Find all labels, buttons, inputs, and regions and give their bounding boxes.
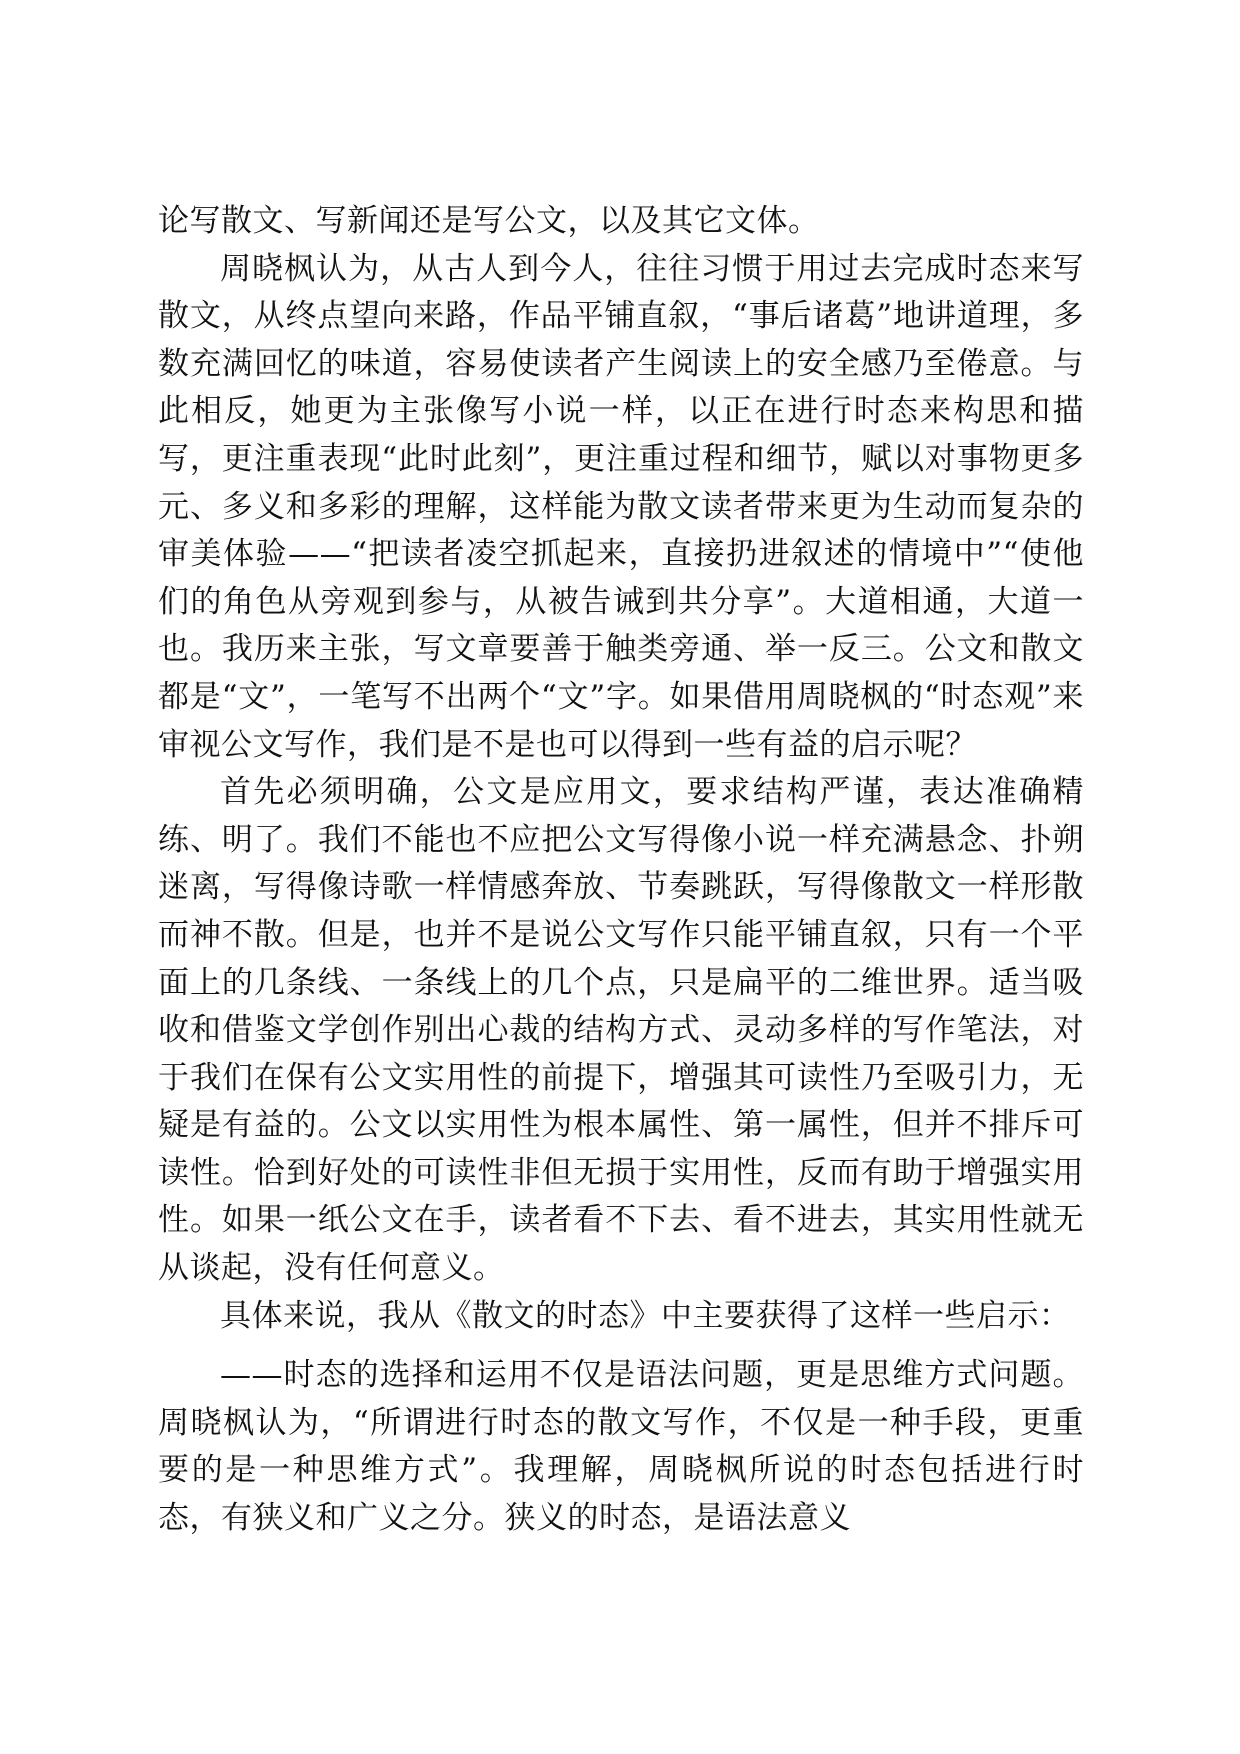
paragraph-continued: 论写散文、写新闻还是写公文，以及其它文体。 [158,203,820,239]
paragraph-tense-thinking: ——时态的选择和运用不仅是语法问题，更是思维方式问题。周晓枫认为，“所谓进行时态的散文写作，不仅是一种手段，更重要的是一种思维方式”。我理解，周晓枫所说的时态包括进行时态，有狭义和广义之分。狭义的时态，是语法意义 [158,1357,1084,1537]
paragraph-tense-view: 周晓枫认为，从古人到今人，往往习惯于用过去完成时态来写散文，从终点望向来路，作品平铺直叙，“事后诸葛”地讲道理，多数充满回忆的味道，容易使读者产生阅读上的安全感乃至倦意。与此相反，她更为主张像写小说一样，以正在进行时态来构思和描写，更注重表现“此时此刻”，更注重过程和细节，赋以对事物更多元、多义和多彩的理解，这样能为散文读者带来更为生动而复杂的审美体验——“把读者凌空抓起来，直接扔进叙述的情境中”“使他们的角色从旁观到参与，从被告诫到共分享”。大道相通，大道一也。我历来主张，写文章要善于触类旁通、举一反三。公文和散文都是“文”，一笔写不出两个“文”字。如果借用周晓枫的“时态观”来审视公文写作，我们是不是也可以得到一些有益的启示呢？ [158,250,1084,763]
paragraph-inspiration-intro: 具体来说，我从《散文的时态》中主要获得了这样一些启示： [220,1297,1071,1334]
document-body [158,198,1084,1543]
paragraph-practical-writing: 首先必须明确，公文是应用文，要求结构严谨，表达准确精练、明了。我们不能也不应把公文写得像小说一样充满悬念、扑朔迷离，写得像诗歌一样情感奔放、节奏跳跃，写得像散文一样形散而神不散。但是，也并不是说公文写作只能平铺直叙，只有一个平面上的几条线、一条线上的几个点，只是扁平的二维世界。适当吸收和借鉴文学创作别出心裁的结构方式、灵动多样的写作笔法，对于我们在保有公文实用性的前提下，增强其可读性乃至吸引力，无疑是有益的。公文以实用性为根本属性、第一属性，但并不排斥可读性。恰到好处的可读性非但无损于实用性，反而有助于增强实用性。如果一纸公文在手，读者看不下去、看不进去，其实用性就无从谈起，没有任何意义。 [158,774,1084,1287]
